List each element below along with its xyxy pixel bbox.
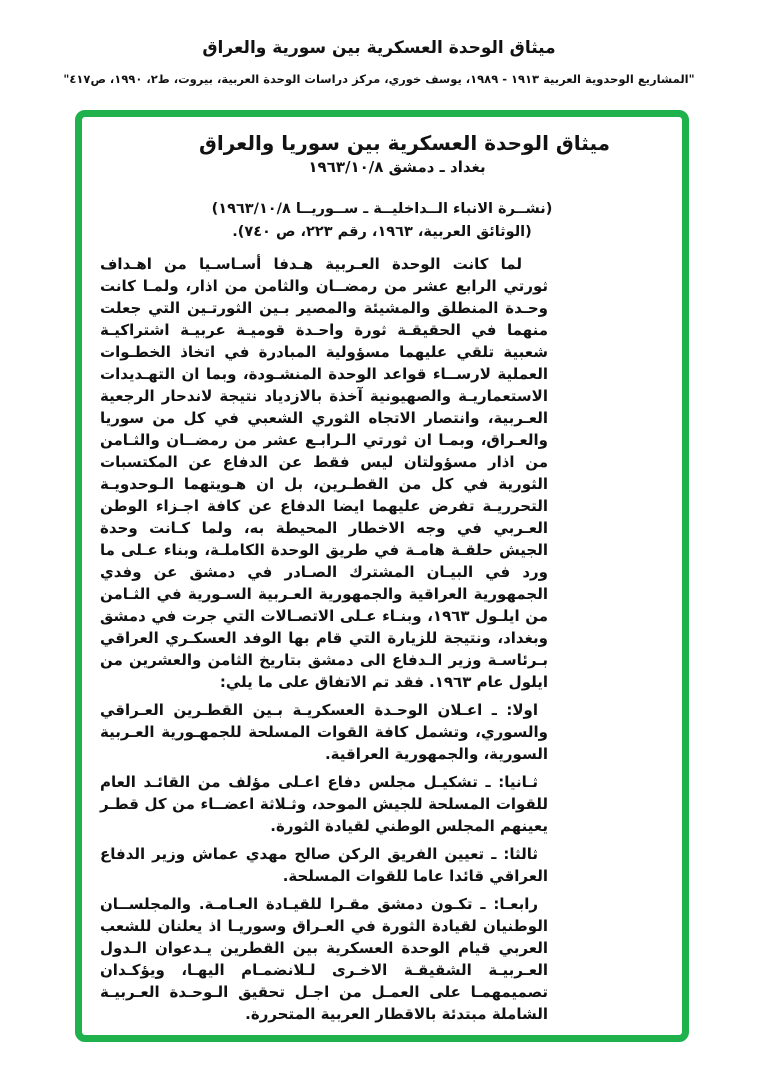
citation-line-1: (نشــرة الانباء الــداخليــة ـ ســوريــا ١٩٦٣/١٠/٨) xyxy=(211,201,553,217)
clause-second: ثـانيا: ـ تشكيـل مجلس دفاع اعـلى مؤلف من القائـد العام للقوات المسلحة للجيش الموحد، وثـلاثة اعضــاء من كل قطـر يعينهم المجلس الوطني لقيادة الثورة. xyxy=(100,773,548,835)
intro-paragraph: لما كانت الوحدة العـربية هـدفا أسـاسـيا من اهـداف ثورتي الرابع عشر من رمضــان والثامن من اذار، ولمـا كانت وحـدة المنطلق والمشيئة والمصير بـين الثورتـين التي جعلت منهما في الحقيقـة ثورة واحـدة قوميـة عربيـة اشتراكيـة شعبية تلقي عليهما مسؤولية المبادرة في اتخاذ الخطـوات العملية لارســاء قواعد الوحدة المنشـودة، وبما ان التهـديدات الاستعماريـة والصهيونية آخذة بالازدياد نتيجة لاندحار الرجعية العـربية، وانتصار الاتجاه الثوري الشعبي في كل من سوريا والعـراق، وبمـا ان ثورتي الـرابـع عشر من رمضــان والثـامن من اذار مسؤولتان ليس فقط عن الدفاع عن المكتسبات الثورية في كل من القطـرين، بل ان هـويتهما الـوحدويـة التحرريـة تفرض عليهما ايضا الدفاع عن كافة اجـزاء الوطن العـربي في وجه الاخطار المحيطة به، ولما كـانت وحدة الجيش حلقـة هامـة في طريق الوحدة الكاملـة، وبناء عـلى ما ورد في البيـان المشترك الصـادر في دمشق عن وفدي الجمهورية العراقية والجمهورية العـربية السـورية في الثـامن من ايلـول ١٩٦٣، وبنـاء عـلى الاتصـالات التي جرت في دمشق وبغداد، ونتيجة للزيارة التي قام بها الوفد العسكـري العراقي بـرئاسـة وزير الـدفاع الى دمشق بتاريخ الثامن والعشرين من ايلول عام ١٩٦٣. فقد تم الاتفاق على ما يلي: xyxy=(100,255,548,691)
page-title: ميثاق الوحدة العسكرية بين سورية والعراق xyxy=(202,38,556,58)
clause-first: اولا: ـ اعـلان الوحـدة العسكريـة بـين القطـرين العـراقي والسوري، وتشمل كافة القوات المسلحة للجمهـورية العـربية السورية، والجمهورية العراقية. xyxy=(100,701,548,763)
clause-fourth: رابعـا: ـ تكـون دمشق مقـرا للقيـادة العـامـة. والمجلســان الوطنيان لقيادة الثورة في العـراق وسوريـا اذ يعلنان للشعب العربي قيام الوحدة العسكرية بين القطرين يـدعوان الـدول العـربيـة الشقيقـة الاخـرى لـلانضمـام اليهـا، ويؤكـدان تصميمهمـا على العمـل من اجـل تحقيق الـوحـدة العـربيـة الشاملة مبتدئة بالاقطار العربية المتحررة. xyxy=(100,895,548,1023)
document-body xyxy=(100,253,548,1025)
document-date: بغداد ـ دمشق ١٩٦٣/١٠/٨ xyxy=(308,158,486,176)
document-citations xyxy=(82,198,682,244)
document-title: ميثاق الوحدة العسكرية بين سوريا والعراق xyxy=(199,131,610,155)
page-source-citation: "المشاريع الوحدوية العربية ١٩١٣ - ١٩٨٩، يوسف خوري، مركز دراسات الوحدة العربية، بيروت، ط٢، ١٩٩٠، ص٤١٧" xyxy=(63,72,695,86)
citation-line-2: (الوثائق العربية، ١٩٦٣، رقم ٢٢٣، ص ٧٤٠). xyxy=(232,224,532,240)
document-frame xyxy=(75,110,689,1042)
clause-third: ثالثا: ـ تعيين الفريق الركن صالح مهدي عماش وزير الدفاع العراقي قائدا عاما للقوات المسلحة. xyxy=(100,845,548,885)
